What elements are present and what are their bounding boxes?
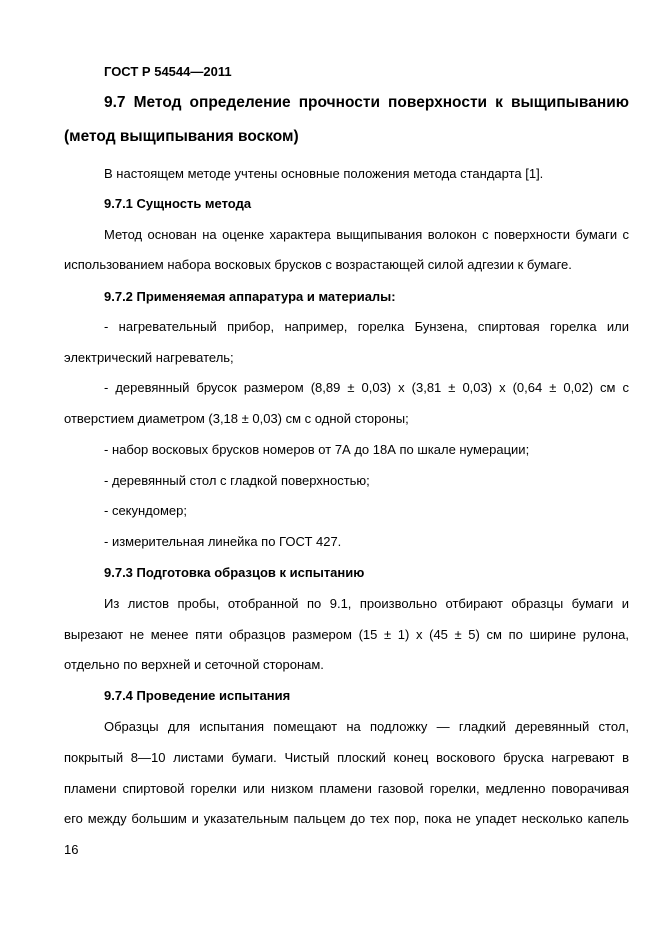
list-item-1-line2: электрический нагреватель; (64, 350, 234, 365)
paragraph-973-line3: отдельно по верхней и сеточной сторонам. (64, 657, 324, 672)
subsection-title-973: 9.7.3 Подготовка образцов к испытанию (104, 565, 365, 580)
list-item-4: - деревянный стол с гладкой поверхностью; (104, 473, 370, 488)
section-title-line2: (метод выщипывания воском) (64, 128, 299, 145)
paragraph-974-line2: покрытый 8—10 листами бумаги. Чистый плоский конец воскового бруска нагревают в (64, 750, 629, 765)
list-item-3: - набор восковых брусков номеров от 7А до 18А по шкале нумерации; (104, 442, 530, 457)
subsection-title-974: 9.7.4 Проведение испытания (104, 688, 291, 703)
paragraph-973-line1: Из листов пробы, отобранной по 9.1, произвольно отбирают образцы бумаги и (104, 596, 629, 611)
list-item-6: - измерительная линейка по ГОСТ 427. (104, 534, 342, 549)
subsection-title-971: 9.7.1 Сущность метода (104, 196, 252, 211)
paragraph-971-line1: Метод основан на оценке характера выщипывания волокон с поверхности бумаги с (104, 227, 629, 242)
list-item-5: - секундомер; (104, 503, 188, 518)
subsection-title-972: 9.7.2 Применяемая аппаратура и материалы: (104, 289, 396, 304)
document-code: ГОСТ Р 54544—2011 (104, 64, 232, 79)
list-item-2-line1: - деревянный брусок размером (8,89 ± 0,03) х (3,81 ± 0,03) х (0,64 ± 0,02) см с (104, 380, 629, 395)
page-number: 16 (64, 842, 79, 857)
paragraph-971-line2: использованием набора восковых брусков с возрастающей силой адгезии к бумаге. (64, 257, 572, 272)
paragraph-974-line3: пламени спиртовой горелки или низком пламени газовой горелки, медленно поворачивая (64, 781, 629, 796)
intro-paragraph: В настоящем методе учтены основные положения метода стандарта [1]. (104, 166, 544, 181)
section-title-line1: 9.7 Метод определение прочности поверхности к выщипыванию (104, 94, 629, 111)
paragraph-974-line4: его между большим и указательным пальцем до тех пор, пока не упадет несколько капель (64, 811, 629, 826)
paragraph-974-line1: Образцы для испытания помещают на подложку — гладкий деревянный стол, (104, 719, 629, 734)
list-item-1-line1: - нагревательный прибор, например, горелка Бунзена, спиртовая горелка или (104, 319, 629, 334)
paragraph-973-line2: вырезают не менее пяти образцов размером (15 ± 1) х (45 ± 5) см по ширине рулона, (64, 627, 629, 642)
list-item-2-line2: отверстием диаметром (3,18 ± 0,03) см с одной стороны; (64, 411, 409, 426)
